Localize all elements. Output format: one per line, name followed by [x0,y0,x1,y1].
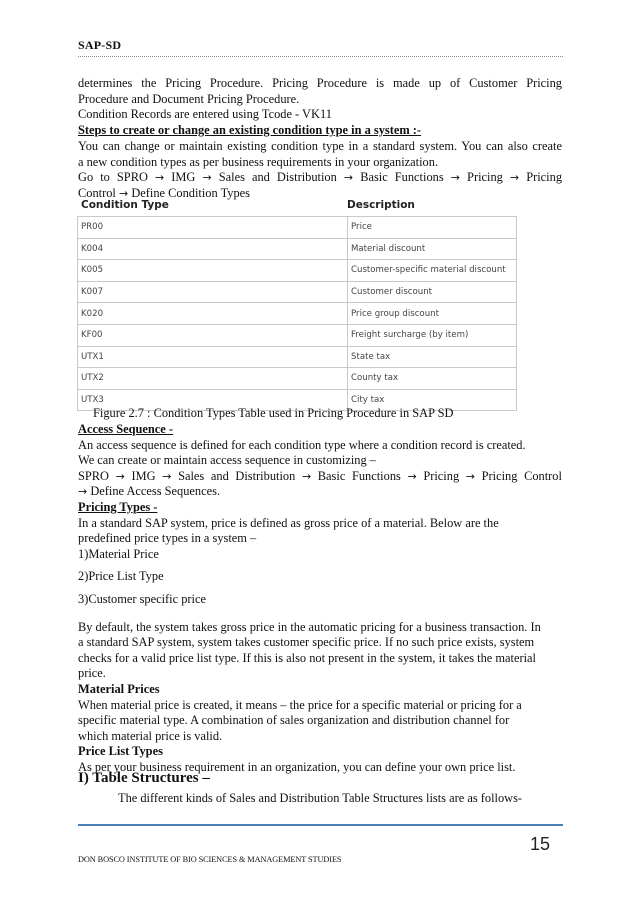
condition-table-header [77,196,517,216]
cell-desc: Price [348,217,517,239]
path-step: IMG [131,468,156,483]
path-step: Sales and Distribution [218,170,337,185]
table-row [78,217,517,239]
arrow-right-icon: → [78,485,88,499]
arrow-right-icon: → [450,171,460,185]
arrow-right-icon: → [301,469,312,483]
pricing-types-line-2: predefined price types in a system – [78,531,257,546]
path-step: Pricing [526,170,563,185]
intro-line-6: a new condition types as per business requirements in your organization. [78,154,439,169]
footer-divider [78,824,563,826]
path-step: Control [78,185,116,200]
path-step: Pricing [467,170,503,185]
page-number: 15 [530,834,551,854]
access-line-2: We can create or maintain access sequence in customizing – [78,453,376,468]
path-step: Go to SPRO [78,170,148,185]
cell-desc: Price group discount [348,303,517,325]
condition-types-table [77,216,517,411]
arrow-right-icon: → [115,469,125,483]
table-structures-line: The different kinds of Sales and Distribution Table Structures lists are as follows- [118,791,523,805]
steps-heading: Steps to create or change an existing condition type in a system :- [78,123,422,138]
condition-types-figure [77,196,517,405]
spro-path-line [78,170,562,186]
table-row [78,368,517,390]
cell-desc: Customer-specific material discount [348,260,517,282]
footer-institute: DON BOSCO INSTITUTE OF BIO SCIENCES & MANAGEMENT STUDIES [78,855,342,864]
figure-caption: Figure 2.7 : Condition Types Table used in Pricing Procedure in SAP SD [93,406,454,420]
header-divider [78,56,563,57]
default-line-3: checks for a valid price list type. If this is also not present in the system, it takes the material [78,650,536,665]
cell-type: PR00 [78,217,348,239]
pricing-types-line-1: In a standard SAP system, price is defined as gross price of a material. Below are the [78,515,499,530]
price-type-item-2: 2)Price List Type [78,569,164,584]
path-step: Pricing Control [481,468,562,483]
arrow-right-icon: → [407,469,417,483]
material-prices-line-3: which material price is valid. [78,728,223,743]
cell-type: UTX3 [78,389,348,411]
cell-type: K007 [78,281,348,303]
cell-desc: Material discount [348,238,517,260]
arrow-right-icon: → [154,171,165,185]
access-path-line [78,469,562,485]
path-step: Define Access Sequences. [90,484,221,499]
pricing-types-heading: Pricing Types - [78,499,158,514]
table-row [78,260,517,282]
arrow-right-icon: → [343,171,354,185]
path-step: IMG [171,170,196,185]
cell-desc: State tax [348,346,517,368]
path-step: Basic Functions [360,170,444,185]
material-prices-line-1: When material price is created, it means – the price for a specific material or pricing for a [78,697,522,712]
intro-line-1: determines the Pricing Procedure. Pricing Procedure is made up of Customer Pricing [78,76,562,90]
default-line-2: a standard SAP system, system takes customer specific price. If no such price exists, system [78,635,535,650]
table-structures-heading: I) Table Structures – [78,770,210,786]
access-pricing-section [78,422,562,775]
default-line-1: By default, the system takes gross price in the automatic pricing for a business transaction. In [78,619,541,634]
default-line-4: price. [78,666,106,681]
material-prices-line-2: specific material type. A combination of sales organization and distribution channel for [78,713,510,728]
material-prices-heading: Material Prices [78,681,160,696]
price-type-item-1: 1)Material Price [78,546,159,561]
col-description: Description [347,199,415,211]
path-step: Define Condition Types [131,185,250,200]
path-step: Sales and Distribution [178,468,296,483]
table-row [78,281,517,303]
intro-line-2: Procedure and Document Pricing Procedure. [78,91,300,106]
path-step: Pricing [423,468,460,483]
path-step: Basic Functions [317,468,401,483]
cell-desc: City tax [348,389,517,411]
price-type-item-3: 3)Customer specific price [78,591,206,606]
arrow-right-icon: → [509,171,520,185]
cell-type: UTX2 [78,368,348,390]
cell-type: KF00 [78,324,348,346]
intro-section [78,76,562,202]
intro-line-3: Condition Records are entered using Tcode - VK11 [78,107,332,122]
col-condition-type: Condition Type [81,199,169,211]
header-title: SAP-SD [78,38,122,52]
path-step: SPRO [78,468,109,483]
cell-type: K004 [78,238,348,260]
cell-type: K020 [78,303,348,325]
cell-type: UTX1 [78,346,348,368]
access-sequence-heading: Access Sequence - [78,422,173,436]
access-path-line-2 [78,484,562,500]
table-row [78,346,517,368]
price-list-types-heading: Price List Types [78,744,163,759]
access-line-1: An access sequence is defined for each condition type where a condition record is created. [78,437,526,452]
cell-type: K005 [78,260,348,282]
arrow-right-icon: → [118,186,129,200]
intro-line-5: You can change or maintain existing condition type in a standard system. You can also create [78,138,562,153]
arrow-right-icon: → [465,469,475,483]
arrow-right-icon: → [162,469,172,483]
table-row [78,238,517,260]
price-list-types-line-1: As per your business requirement in an organization, you can define your own price list. [78,759,516,774]
cell-desc: Customer discount [348,281,517,303]
table-row [78,324,517,346]
table-row [78,303,517,325]
arrow-right-icon: → [202,171,212,185]
cell-desc: Freight surcharge (by item) [348,324,517,346]
cell-desc: County tax [348,368,517,390]
